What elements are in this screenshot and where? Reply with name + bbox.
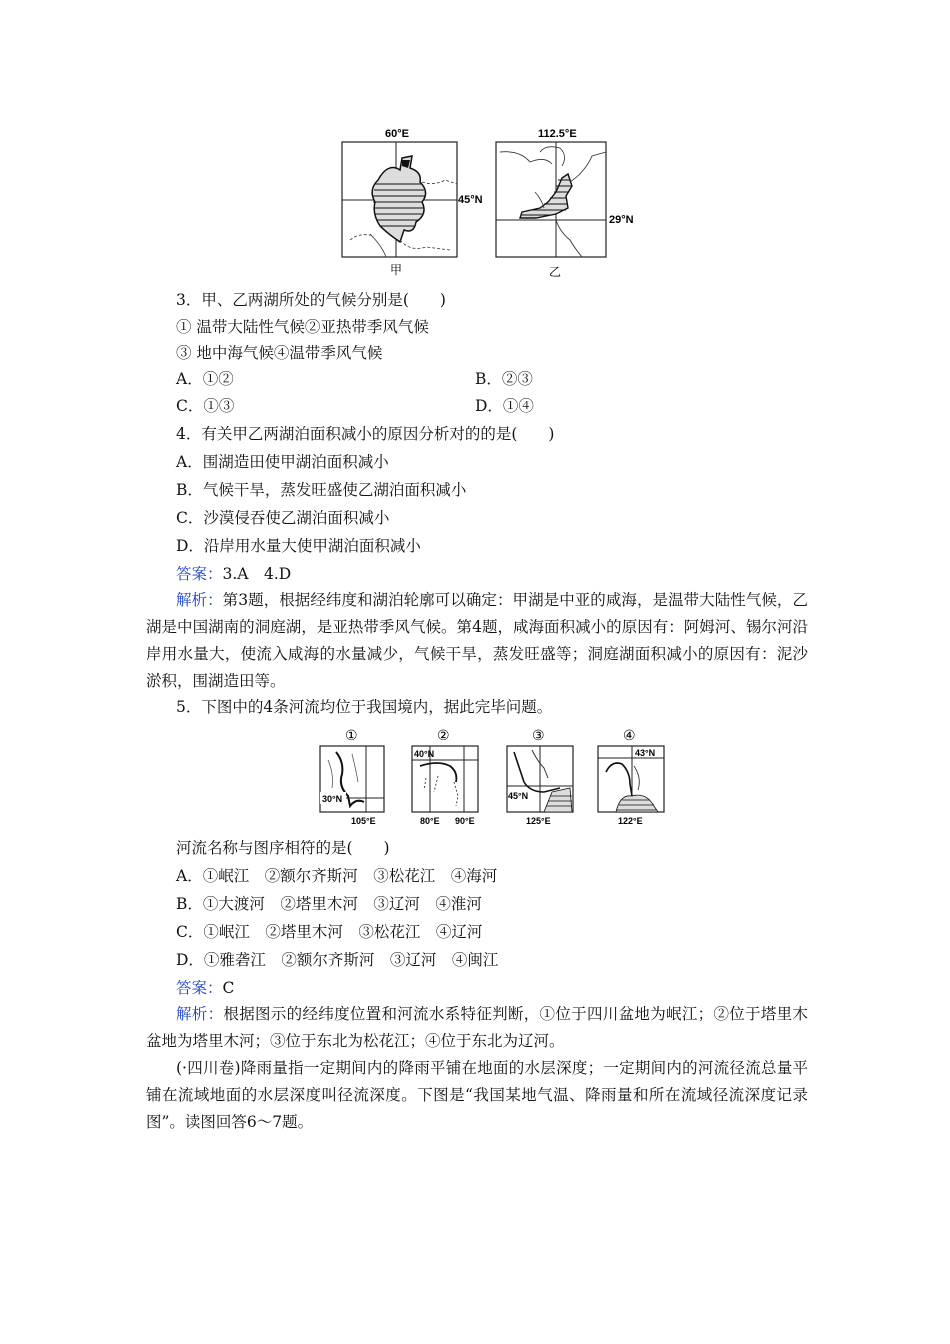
explanation-label: 解析：	[176, 591, 223, 609]
q4-option-b: B．气候干旱，蒸发旺盛使乙湖泊面积减小	[176, 481, 467, 499]
q3-choice-line-2: ③ 地中海气候④温带季风气候	[176, 344, 383, 362]
map-jia	[342, 128, 483, 277]
q3-option-d: D．①④	[475, 397, 534, 415]
river-map-2	[412, 728, 478, 826]
explanation-5	[146, 1001, 808, 1055]
q3-option-a: A．①②	[176, 370, 234, 388]
answer-text: C	[222, 979, 235, 997]
map-yi	[496, 128, 634, 279]
answer-label: 答案：	[176, 979, 223, 997]
river-map-4-number: ④	[623, 728, 636, 744]
river-map-4-lon: 122°E	[618, 816, 643, 826]
q5-option-c: C．①岷江 ②塔里木河 ③松花江 ④辽河	[176, 923, 483, 941]
lake-maps-figure	[330, 122, 650, 282]
river-map-4	[598, 728, 664, 826]
explanation-text: 第3题，根据经纬度和湖泊轮廓可以确定：甲湖是中亚的咸海，是温带大陆性气候，乙湖是中国湖南的洞庭湖，是亚热带季风气候。第4题，咸海面积减小的原因有：阿姆河、锡尔河沿岸用水量大，使流入咸海的水量减少，气候干旱，蒸发旺盛等；洞庭湖面积减小的原因有：泥沙淤积，围湖造田等。	[146, 591, 808, 690]
map-yi-caption: 乙	[549, 265, 562, 279]
explanation-text: 根据图示的经纬度位置和河流水系特征判断，①位于四川盆地为岷江；②位于塔里木盆地为塔里木河；③位于东北为松花江；④位于东北为辽河。	[146, 1005, 808, 1050]
answer-text: 3.A 4.D	[222, 565, 292, 583]
map-jia-lat-label: 45°N	[458, 194, 483, 206]
river-map-3	[507, 728, 573, 826]
map-yi-lat-label: 29°N	[609, 214, 634, 226]
answer-5	[176, 978, 234, 998]
q5-stem: 河流名称与图序相符的是( )	[176, 839, 390, 857]
river-map-1	[320, 728, 384, 826]
q5-intro: 5．下图中的4条河流均位于我国境内，据此完毕问题。	[176, 698, 553, 716]
q4-option-a: A．围湖造田使甲湖泊面积减小	[176, 453, 389, 471]
explanation-3-4	[146, 587, 808, 695]
intro-6-7: (·四川卷)降雨量指一定期间内的降雨平铺在地面的水层深度；一定期间内的河流径流总量平铺在流域地面的水层深度叫径流深度。下图是“我国某地气温、降雨量和所在流域径流深度记录图”。读图回答6～7题。	[146, 1059, 808, 1131]
river-map-3-number: ③	[532, 728, 545, 744]
q5-option-b: B．①大渡河 ②塔里木河 ③辽河 ④淮河	[176, 895, 482, 913]
explanation-label: 解析：	[176, 1005, 224, 1023]
river-map-1-lon: 105°E	[351, 816, 376, 826]
q3-choice-line-1: ① 温带大陆性气候②亚热带季风气候	[176, 318, 429, 336]
q3-option-c: C．①③	[176, 397, 235, 415]
river-map-4-lat: 43°N	[635, 748, 656, 758]
map-jia-caption: 甲	[390, 263, 403, 277]
river-map-2-number: ②	[437, 728, 450, 744]
q3-option-b: B．②③	[475, 370, 533, 388]
q4-option-c: C．沙漠侵吞使乙湖泊面积减小	[176, 509, 390, 527]
q3-stem: 3．甲、乙两湖所处的气候分别是( )	[176, 291, 446, 309]
q5-option-a: A．①岷江 ②额尔齐斯河 ③松花江 ④海河	[176, 867, 498, 885]
q4-option-d: D．沿岸用水量大使甲湖泊面积减小	[176, 537, 421, 555]
q5-option-d: D．①雅砻江 ②额尔齐斯河 ③辽河 ④闽江	[176, 951, 499, 969]
river-map-1-number: ①	[345, 728, 358, 744]
q4-stem: 4．有关甲乙两湖泊面积减小的原因分析对的的是( )	[176, 425, 555, 443]
river-map-2-lon-2: 90°E	[455, 816, 475, 826]
river-maps-figure	[308, 726, 678, 830]
map-yi-lon-label: 112.5°E	[538, 128, 577, 140]
river-map-3-lon: 125°E	[526, 816, 551, 826]
river-map-1-lat: 30°N	[322, 794, 343, 804]
river-map-2-lat: 40°N	[414, 749, 435, 759]
river-map-3-lat: 45°N	[508, 791, 529, 801]
map-jia-lon-label: 60°E	[385, 128, 409, 140]
river-map-2-lon: 80°E	[420, 816, 440, 826]
answer-3-4	[176, 564, 291, 584]
answer-label: 答案：	[176, 565, 223, 583]
